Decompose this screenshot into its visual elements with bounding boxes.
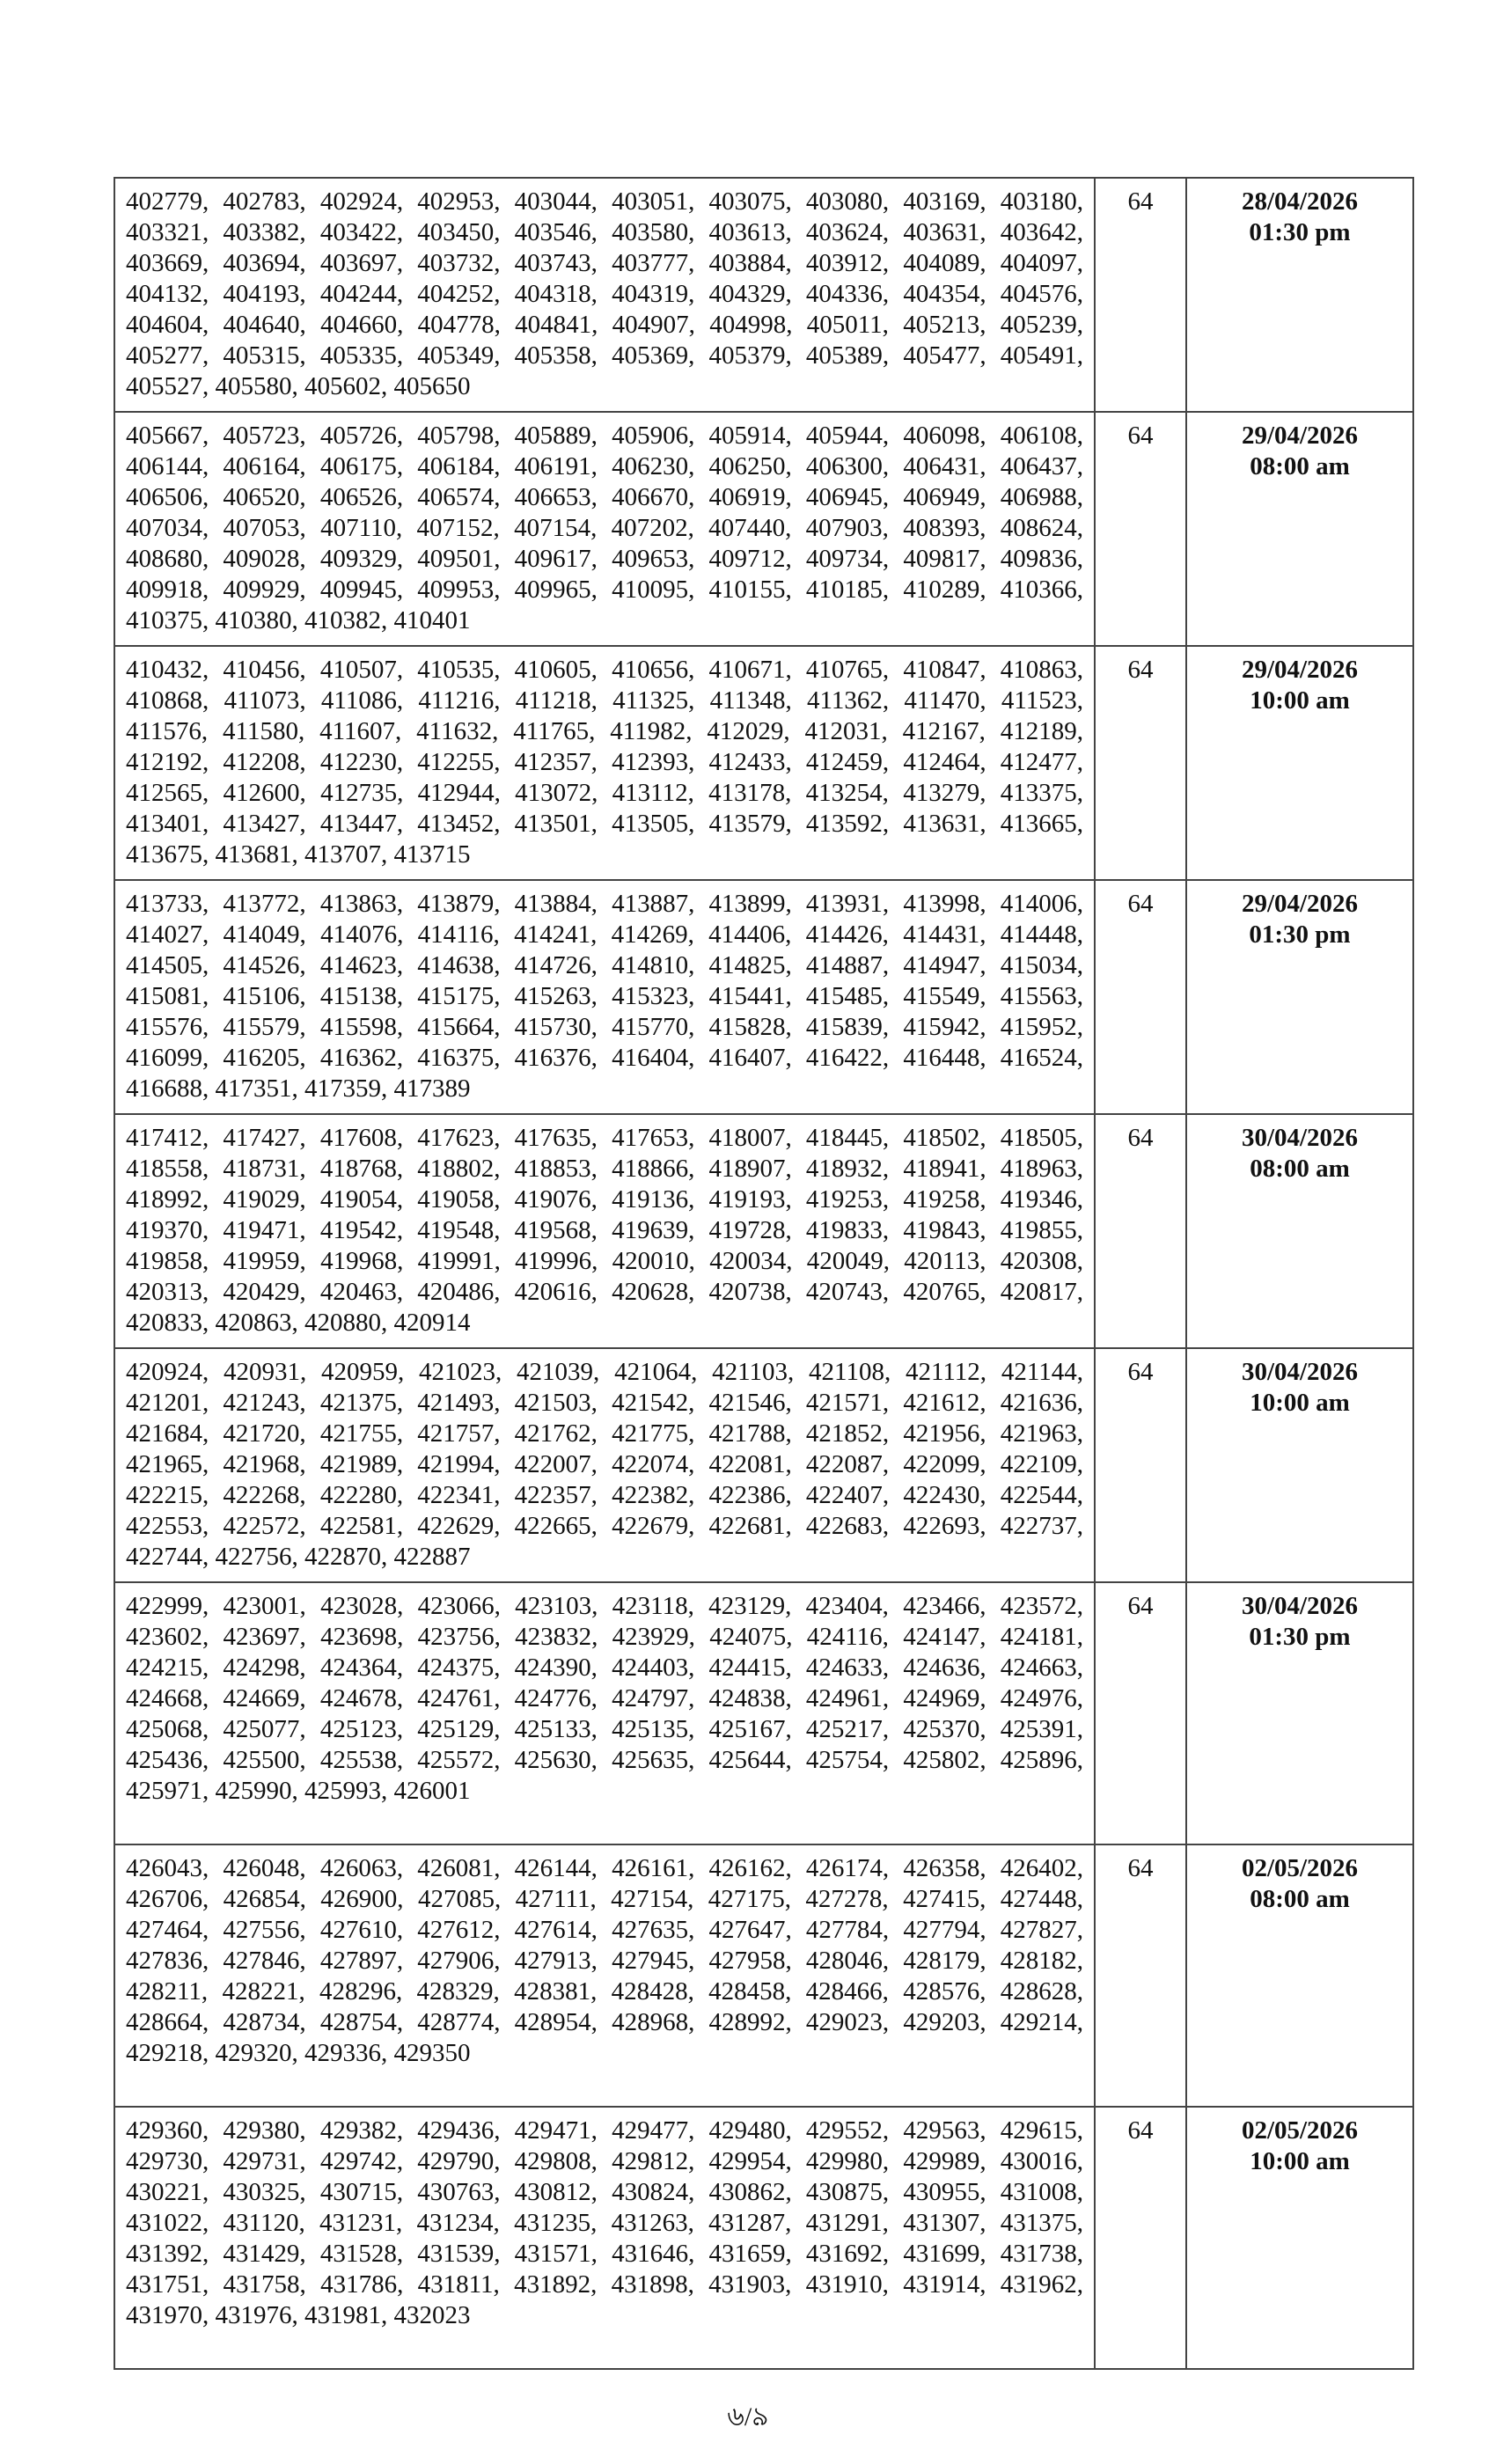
exam-date: 29/04/2026 [1241,422,1359,450]
exam-schedule-table [114,177,1414,2370]
candidate-count-cell: 64 [1095,178,1186,412]
candidate-count-cell: 64 [1095,880,1186,1114]
schedule-cell [1186,178,1413,412]
schedule-cell [1186,1844,1413,2107]
exam-time: 10:00 am [1250,1389,1350,1417]
schedule-cell [1186,1582,1413,1844]
table-row [114,178,1413,412]
exam-date: 29/04/2026 [1241,890,1359,918]
exam-time: 08:00 am [1250,1155,1350,1183]
roll-numbers-cell: 420924, 420931, 420959, 421023, 421039, 421064, 421103, 421108, 421112, 421144, 421201, 421243, 421375, 421493, 421503, 421542, 421546, 421571, 421612, 421636, 421684, 421720, 421755, 421757, 421762, 421775, 421788, 421852, 421956, 421963, 421965, 421968, 421989, 421994, 422007, 422074, 422081, 422087, 422099, 422109, 422215, 422268, 422280, 422341, 422357, 422382, 422386, 422407, 422430, 422544, 422553, 422572, 422581, 422629, 422665, 422679, 422681, 422683, 422693, 422737, 422744, 422756, 422870, 422887 [114,1348,1095,1582]
exam-time: 08:00 am [1250,1885,1350,1913]
exam-date: 28/04/2026 [1241,187,1359,216]
exam-time: 08:00 am [1250,452,1350,480]
schedule-cell [1186,412,1413,646]
exam-date: 30/04/2026 [1241,1592,1359,1620]
exam-date: 29/04/2026 [1241,656,1359,684]
schedule-cell [1186,646,1413,880]
schedule-cell [1186,1114,1413,1348]
exam-time: 01:30 pm [1249,1623,1351,1651]
table-row [114,1348,1413,1582]
table-row [114,1844,1413,2107]
schedule-cell [1186,1348,1413,1582]
page-number: ৬/৯ [727,2402,769,2431]
table-row [114,1114,1413,1348]
exam-date: 30/04/2026 [1241,1124,1359,1152]
schedule-cell [1186,2107,1413,2369]
candidate-count-cell: 64 [1095,646,1186,880]
roll-numbers-cell: 417412, 417427, 417608, 417623, 417635, 417653, 418007, 418445, 418502, 418505, 418558, 418731, 418768, 418802, 418853, 418866, 418907, 418932, 418941, 418963, 418992, 419029, 419054, 419058, 419076, 419136, 419193, 419253, 419258, 419346, 419370, 419471, 419542, 419548, 419568, 419639, 419728, 419833, 419843, 419855, 419858, 419959, 419968, 419991, 419996, 420010, 420034, 420049, 420113, 420308, 420313, 420429, 420463, 420486, 420616, 420628, 420738, 420743, 420765, 420817, 420833, 420863, 420880, 420914 [114,1114,1095,1348]
roll-numbers-cell: 405667, 405723, 405726, 405798, 405889, 405906, 405914, 405944, 406098, 406108, 406144, 406164, 406175, 406184, 406191, 406230, 406250, 406300, 406431, 406437, 406506, 406520, 406526, 406574, 406653, 406670, 406919, 406945, 406949, 406988, 407034, 407053, 407110, 407152, 407154, 407202, 407440, 407903, 408393, 408624, 408680, 409028, 409329, 409501, 409617, 409653, 409712, 409734, 409817, 409836, 409918, 409929, 409945, 409953, 409965, 410095, 410155, 410185, 410289, 410366, 410375, 410380, 410382, 410401 [114,412,1095,646]
exam-time: 01:30 pm [1249,920,1351,949]
exam-date: 02/05/2026 [1241,1854,1359,1882]
exam-date: 30/04/2026 [1241,1358,1359,1386]
table-row [114,2107,1413,2369]
table-row [114,1582,1413,1844]
roll-numbers-cell: 422999, 423001, 423028, 423066, 423103, 423118, 423129, 423404, 423466, 423572, 423602, 423697, 423698, 423756, 423832, 423929, 424075, 424116, 424147, 424181, 424215, 424298, 424364, 424375, 424390, 424403, 424415, 424633, 424636, 424663, 424668, 424669, 424678, 424761, 424776, 424797, 424838, 424961, 424969, 424976, 425068, 425077, 425123, 425129, 425133, 425135, 425167, 425217, 425370, 425391, 425436, 425500, 425538, 425572, 425630, 425635, 425644, 425754, 425802, 425896, 425971, 425990, 425993, 426001 [114,1582,1095,1844]
exam-time: 10:00 am [1250,686,1350,715]
table-row [114,880,1413,1114]
roll-numbers-cell: 413733, 413772, 413863, 413879, 413884, 413887, 413899, 413931, 413998, 414006, 414027, 414049, 414076, 414116, 414241, 414269, 414406, 414426, 414431, 414448, 414505, 414526, 414623, 414638, 414726, 414810, 414825, 414887, 414947, 415034, 415081, 415106, 415138, 415175, 415263, 415323, 415441, 415485, 415549, 415563, 415576, 415579, 415598, 415664, 415730, 415770, 415828, 415839, 415942, 415952, 416099, 416205, 416362, 416375, 416376, 416404, 416407, 416422, 416448, 416524, 416688, 417351, 417359, 417389 [114,880,1095,1114]
exam-time: 10:00 am [1250,2147,1350,2175]
candidate-count-cell: 64 [1095,1844,1186,2107]
roll-numbers-cell: 429360, 429380, 429382, 429436, 429471, 429477, 429480, 429552, 429563, 429615, 429730, 429731, 429742, 429790, 429808, 429812, 429954, 429980, 429989, 430016, 430221, 430325, 430715, 430763, 430812, 430824, 430862, 430875, 430955, 431008, 431022, 431120, 431231, 431234, 431235, 431263, 431287, 431291, 431307, 431375, 431392, 431429, 431528, 431539, 431571, 431646, 431659, 431692, 431699, 431738, 431751, 431758, 431786, 431811, 431892, 431898, 431903, 431910, 431914, 431962, 431970, 431976, 431981, 432023 [114,2107,1095,2369]
exam-date: 02/05/2026 [1241,2116,1359,2145]
roll-numbers-cell: 426043, 426048, 426063, 426081, 426144, 426161, 426162, 426174, 426358, 426402, 426706, 426854, 426900, 427085, 427111, 427154, 427175, 427278, 427415, 427448, 427464, 427556, 427610, 427612, 427614, 427635, 427647, 427784, 427794, 427827, 427836, 427846, 427897, 427906, 427913, 427945, 427958, 428046, 428179, 428182, 428211, 428221, 428296, 428329, 428381, 428428, 428458, 428466, 428576, 428628, 428664, 428734, 428754, 428774, 428954, 428968, 428992, 429023, 429203, 429214, 429218, 429320, 429336, 429350 [114,1844,1095,2107]
schedule-cell [1186,880,1413,1114]
roll-numbers-cell: 402779, 402783, 402924, 402953, 403044, 403051, 403075, 403080, 403169, 403180, 403321, 403382, 403422, 403450, 403546, 403580, 403613, 403624, 403631, 403642, 403669, 403694, 403697, 403732, 403743, 403777, 403884, 403912, 404089, 404097, 404132, 404193, 404244, 404252, 404318, 404319, 404329, 404336, 404354, 404576, 404604, 404640, 404660, 404778, 404841, 404907, 404998, 405011, 405213, 405239, 405277, 405315, 405335, 405349, 405358, 405369, 405379, 405389, 405477, 405491, 405527, 405580, 405602, 405650 [114,178,1095,412]
candidate-count-cell: 64 [1095,412,1186,646]
table-row [114,646,1413,880]
candidate-count-cell: 64 [1095,1114,1186,1348]
exam-time: 01:30 pm [1249,218,1351,246]
candidate-count-cell: 64 [1095,2107,1186,2369]
roll-numbers-cell: 410432, 410456, 410507, 410535, 410605, 410656, 410671, 410765, 410847, 410863, 410868, 411073, 411086, 411216, 411218, 411325, 411348, 411362, 411470, 411523, 411576, 411580, 411607, 411632, 411765, 411982, 412029, 412031, 412167, 412189, 412192, 412208, 412230, 412255, 412357, 412393, 412433, 412459, 412464, 412477, 412565, 412600, 412735, 412944, 413072, 413112, 413178, 413254, 413279, 413375, 413401, 413427, 413447, 413452, 413501, 413505, 413579, 413592, 413631, 413665, 413675, 413681, 413707, 413715 [114,646,1095,880]
candidate-count-cell: 64 [1095,1582,1186,1844]
candidate-count-cell: 64 [1095,1348,1186,1582]
table-row [114,412,1413,646]
